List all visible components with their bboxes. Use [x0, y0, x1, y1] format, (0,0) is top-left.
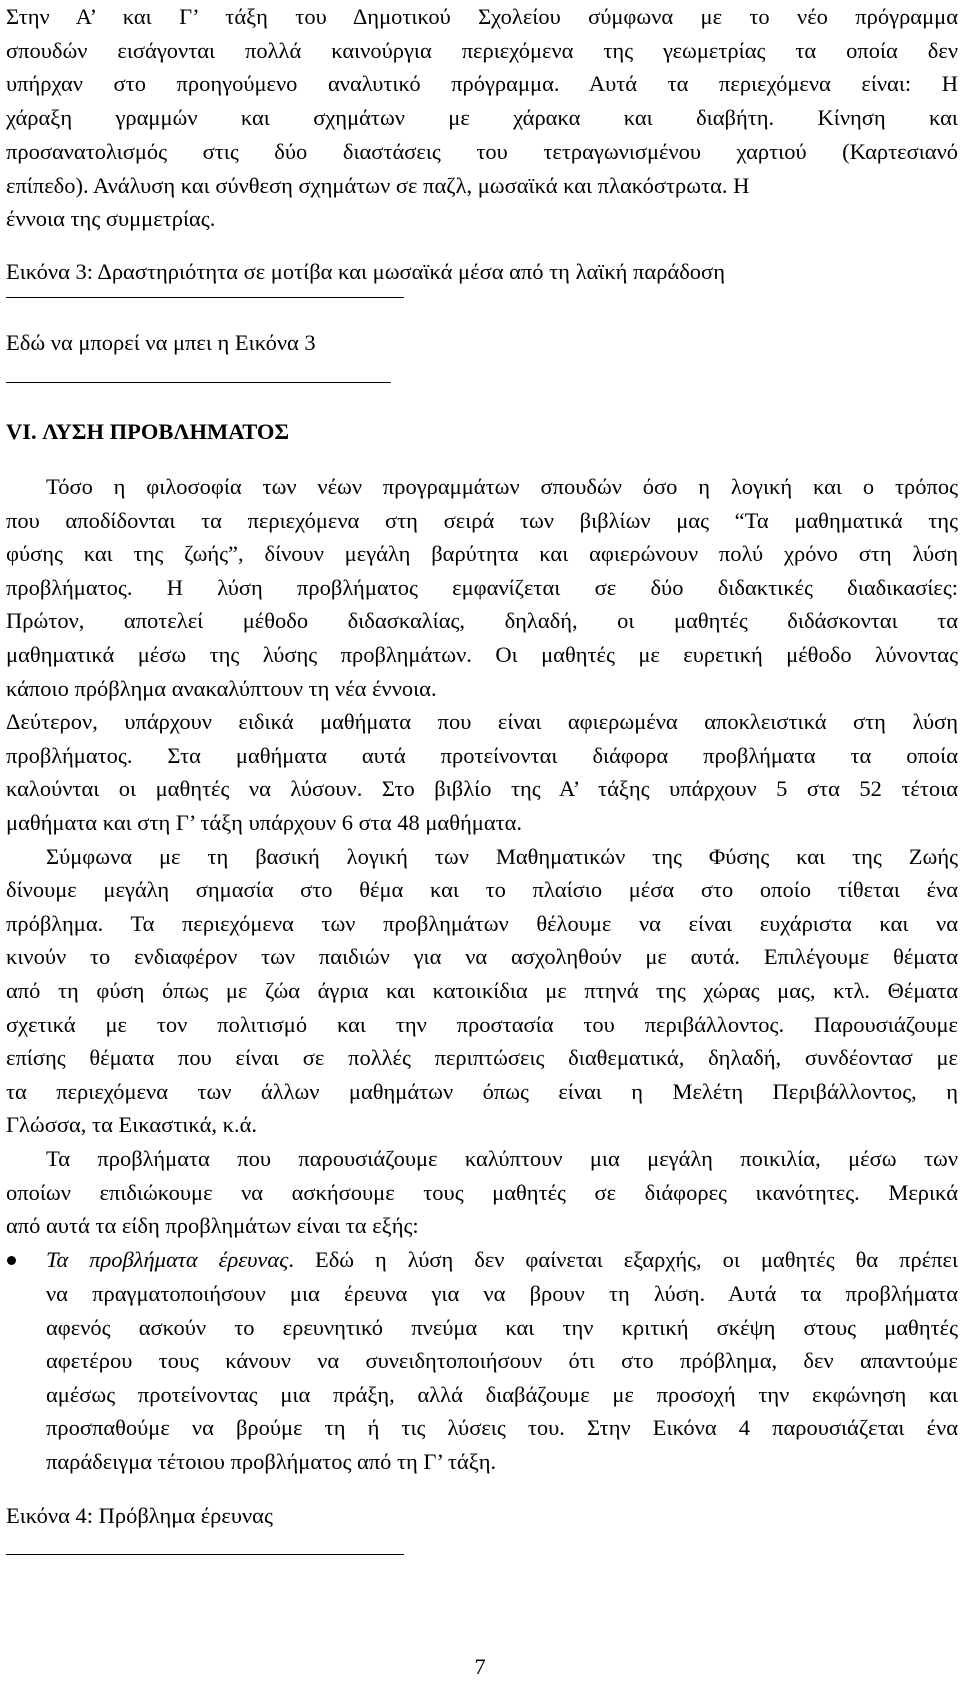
para1-line: Τόσο η φιλοσοφία των νέων προγραμμάτων σπουδών όσο η λογική και ο τρόπος [46, 474, 958, 499]
figure-4-rule [6, 1554, 404, 1555]
intro-line: επίπεδο). Ανάλυση και σύνθεση σχημάτων σε παζλ, μωσαϊκά και πλακόστρωτα. Η [6, 173, 750, 198]
intro-line: έννοια της συμμετρίας. [6, 206, 216, 231]
page-number: 7 [474, 1654, 486, 1679]
para1-line: κάποιο πρόβλημα ανακαλύπτουν τη νέα έννοια. [6, 676, 437, 701]
bullet-first-line [46, 1249, 958, 1272]
para1-line: προβλήματος. Η λύση προβλήματος εμφανίζεται σε δύο διδακτικές διαδικασίες: [6, 575, 958, 600]
para1-line: Πρώτον, αποτελεί μέθοδο διδασκαλίας, δηλαδή, οι μαθητές διδάσκονται τα [6, 608, 958, 633]
figure-3-caption: Εικόνα 3: Δραστηριότητα σε μοτίβα και μωσαϊκά μέσα από τη λαϊκή παράδοση [6, 259, 725, 284]
bullet-line: παράδειγμα τέτοιου προβλήματος από τη Γ’ τάξη. [46, 1449, 497, 1474]
bullet-line: αφενός ασκούν το ερευνητικό πνεύμα και την κριτική σκέψη στους μαθητές [46, 1315, 958, 1340]
para1-line: μαθηματικά μέσω της λύσης προβλημάτων. Οι μαθητές με ευρετική μέθοδο λύνοντας [6, 642, 958, 667]
intro-line: προσανατολισμός στις δύο διαστάσεις του τετραγωνισμένου χαρτιού (Καρτεσιανό [6, 139, 958, 164]
para2-line: πρόβλημα. Τα περιεχόμενα των προβλημάτων θέλουμε να είναι ευχάριστα και να [6, 911, 958, 936]
bullet-line: αφετέρου τους κάνουν να συνειδητοποιήσουν ότι στο πρόβλημα, δεν απαντούμε [46, 1348, 958, 1373]
para2-line: Γλώσσα, τα Εικαστικά, κ.ά. [6, 1112, 257, 1137]
bullet-line: αμέσως προτείνοντας μια πράξη, αλλά διαβάζουμε με προσοχή την εκφώνηση και [46, 1382, 958, 1407]
figure-4-caption: Εικόνα 4: Πρόβλημα έρευνας [6, 1503, 273, 1528]
para2-line: επίσης θέματα που είναι σε πολλές περιπτώσεις διαθεματικά, δηλαδή, συνδέοντασ με [6, 1045, 958, 1070]
bullet-term: Τα προβλήματα έρευνας [46, 1247, 289, 1272]
para1-line: που αποδίδονται τα περιεχόμενα στη σειρά των βιβλίων μας “Τα μαθηματικά της [6, 508, 958, 533]
figure-3-placeholder: Εδώ να μπορεί να μπει η Εικόνα 3 [6, 330, 316, 355]
para2-line: δίνουμε μεγάλη σημασία στο θέμα και το πλαίσιο μέσα στο οποίο τίθεται ένα [6, 877, 958, 902]
bullet-first-line-rest: . Εδώ η λύση δεν φαίνεται εξαρχής, οι μαθητές θα πρέπει [288, 1247, 959, 1272]
para1-line: Δεύτερον, υπάρχουν ειδικά μαθήματα που είναι αφιερωμένα αποκλειστικά στη λύση [6, 709, 958, 734]
para2-line: τα περιεχόμενα των άλλων μαθημάτων όπως είναι η Μελέτη Περιβάλλοντος, η [6, 1079, 958, 1104]
intro-line: σπουδών εισάγονται πολλά καινούργια περιεχόμενα της γεωμετρίας τα οποία δεν [6, 38, 958, 63]
para2-line: σχετικά με τον πολιτισμό και την προστασία του περιβάλλοντος. Παρουσιάζουμε [6, 1012, 958, 1037]
para1-line: καλούνται οι μαθητές να λύσουν. Στο βιβλίο της Α’ τάξης υπάρχουν 5 στα 52 τέτοια [6, 776, 958, 801]
para3-line: Τα προβλήματα που παρουσιάζουμε καλύπτουν μια μεγάλη ποικιλία, μέσω των [46, 1146, 958, 1171]
figure-3-top-rule [6, 297, 404, 298]
para1-line: προβλήματος. Στα μαθήματα αυτά προτείνονται διάφορα προβλήματα τα οποία [6, 743, 958, 768]
para3-line: οποίων επιδιώκουμε να ασκήσουμε τους μαθητές σε διάφορες ικανότητες. Μερικά [6, 1180, 958, 1205]
section-heading: VI. ΛΥΣΗ ΠΡΟΒΛΗΜΑΤΟΣ [6, 419, 290, 444]
para1-line: μαθήματα και στη Γ’ τάξη υπάρχουν 6 στα 48 μαθήματα. [6, 810, 523, 835]
bullet-line: να πραγματοποιήσουν μια έρευνα για να βρουν τη λύση. Αυτά τα προβλήματα [46, 1281, 958, 1306]
para2-line: Σύμφωνα με τη βασική λογική των Μαθηματικών της Φύσης και της Ζωής [46, 844, 958, 869]
para2-line: κινούν το ενδιαφέρον των παιδιών για να ασχοληθούν με αυτά. Επιλέγουμε θέματα [6, 944, 958, 969]
para3-line: από αυτά τα είδη προβλημάτων είναι τα εξής: [6, 1213, 419, 1238]
intro-line: χάραξη γραμμών και σχημάτων με χάρακα και διαβήτη. Κίνηση και [6, 105, 958, 130]
figure-3-bottom-rule [6, 382, 391, 383]
intro-line: υπήρχαν στο προηγούμενο αναλυτικό πρόγραμμα. Αυτά τα περιεχόμενα είναι: Η [6, 71, 958, 96]
para1-line: φύσης και της ζωής”, δίνουν μεγάλη βαρύτητα και αφιερώνουν πολύ χρόνο στη λύση [6, 541, 958, 566]
intro-line: Στην Α’ και Γ’ τάξη του Δημοτικού Σχολείου σύμφωνα με το νέο πρόγραμμα [6, 4, 958, 29]
para2-line: από τη φύση όπως με ζώα άγρια και κατοικίδια με πτηνά της χώρας μας, κτλ. Θέματα [6, 978, 958, 1003]
bullet-line: προσπαθούμε να βρούμε τη ή τις λύσεις του. Στην Εικόνα 4 παρουσιάζεται ένα [46, 1415, 958, 1440]
bullet-marker [7, 1256, 16, 1265]
